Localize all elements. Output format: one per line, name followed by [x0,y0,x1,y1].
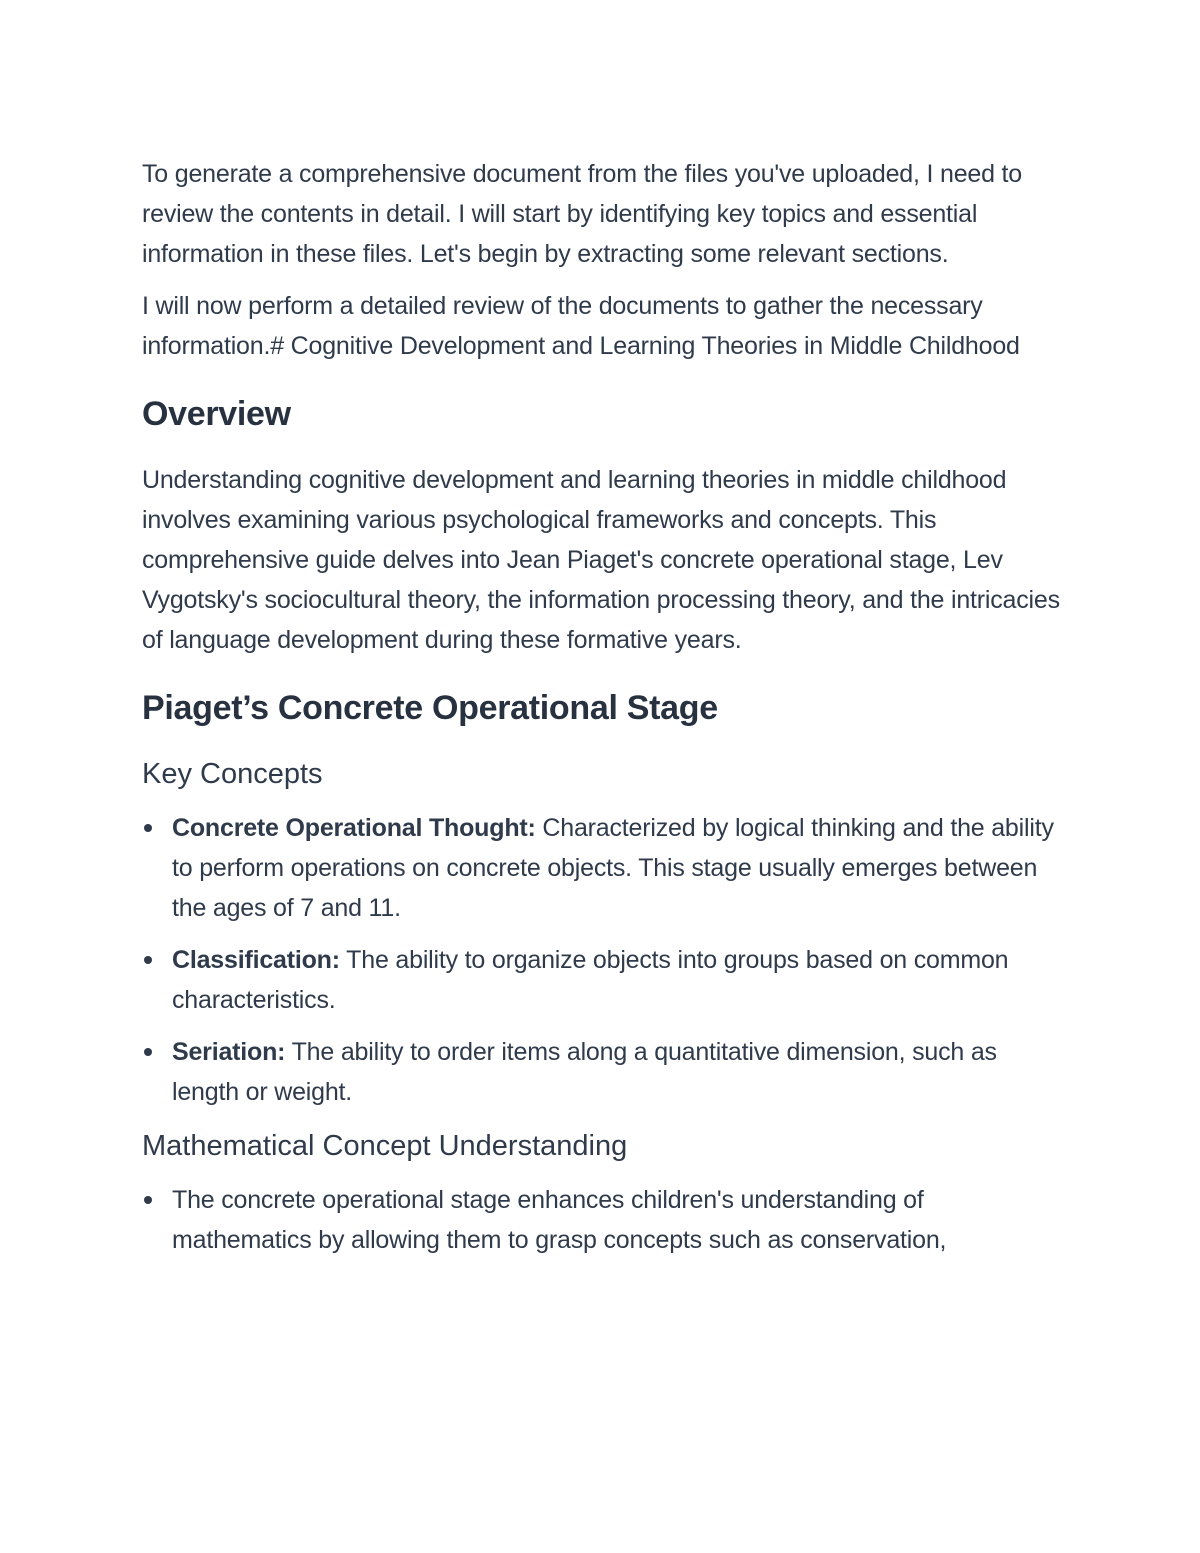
list-item-separator: : [527,814,536,842]
list-item-term: Classification [172,946,332,974]
list-item-separator: : [277,1038,286,1066]
bullet-icon [144,956,152,964]
intro-paragraph-2: I will now perform a detailed review of the documents to gather the necessary information.# Cognitive Development and Learning Theories in Middle Childhood [142,292,1020,360]
math-concept-heading: Mathematical Concept Understanding [142,1130,628,1162]
document-page [142,154,1062,1274]
list-item [142,1180,1062,1260]
intro-paragraph-1: To generate a comprehensive document from the files you've uploaded, I need to review the contents in detail. I will start by identifying key topics and essential information in these files. Let's begin by extracting some relevant sections. [142,160,1023,268]
bullet-icon [144,824,152,832]
overview-heading: Overview [142,395,291,433]
list-item-text: The ability to organize objects into groups based on common characteristics. [172,946,1009,1014]
bullet-icon [144,1196,152,1204]
math-concept-list [142,1180,1062,1260]
piaget-heading: Piaget’s Concrete Operational Stage [142,689,718,727]
list-item-text: Characterized by logical thinking and the ability to perform operations on concrete objects. This stage usually emerges between the ages of 7 and 11. [172,814,1054,922]
key-concepts-list [142,808,1062,1112]
list-item-separator: : [331,946,340,974]
list-item [142,808,1062,928]
list-item-term: Concrete Operational Thought [172,814,528,842]
list-item-text: The concrete operational stage enhances children's understanding of mathematics by allowing them to grasp concepts such as conservation, [172,1186,947,1254]
list-item-text: The ability to order items along a quantitative dimension, such as length or weight. [172,1038,997,1106]
overview-paragraph: Understanding cognitive development and learning theories in middle childhood involves examining various psychological frameworks and concepts. This comprehensive guide delves into Jean Piaget's concrete operational stage, Lev Vygotsky's sociocultural theory, the information processing theory, and the intricacies of language development during these formative years. [142,466,1060,654]
list-item [142,940,1062,1020]
list-item-term: Seriation [172,1038,278,1066]
list-item [142,1032,1062,1112]
key-concepts-heading: Key Concepts [142,758,323,790]
bullet-icon [144,1048,152,1056]
